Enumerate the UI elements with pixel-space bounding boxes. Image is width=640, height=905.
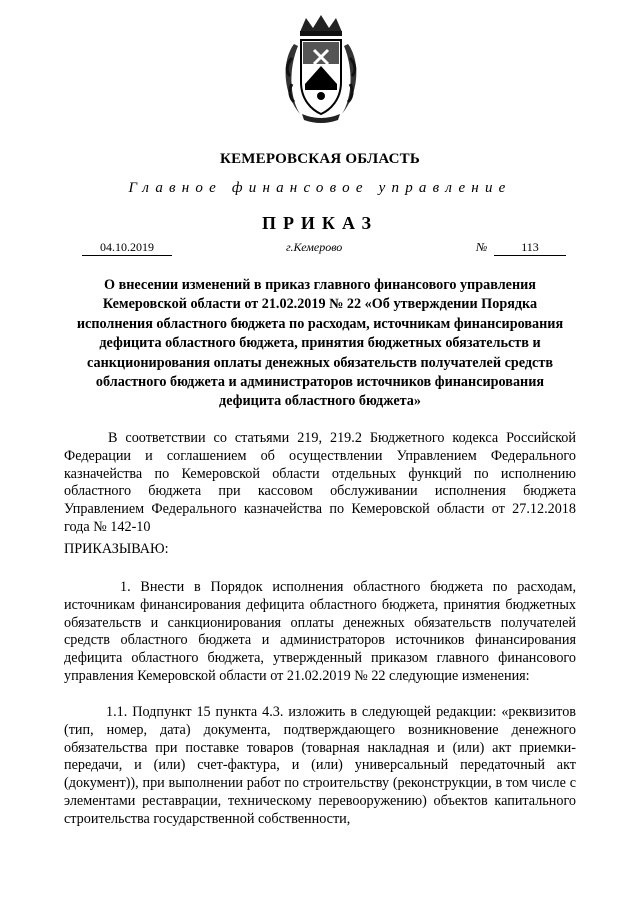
- coat-of-arms-emblem: [278, 14, 364, 124]
- document-number: 113: [494, 240, 566, 256]
- item-1-1-paragraph: 1.1. Подпункт 15 пункта 4.3. изложить в следующей редакции: «реквизитов (тип, номер, дата) документа, подтверждающего возникновение денежного обязательства при поставке товаров (товарная накладная и (или) акт приемки-передачи, и (или) счет-фактура, и (или) универсальный передаточный акт (документ)), при выполнении работ по строительству (реконструкции, в том числе с элементами реставрации, техническому перевооружению) объектов капитального строительства государственной собственности,: [64, 704, 576, 827]
- document-type: ПРИКАЗ: [261, 213, 379, 233]
- preamble-paragraph: В соответствии со статьями 219, 219.2 Бюджетного кодекса Российской Федерации и соглашением об осуществлении Управлением Федерального казначейства по Кемеровской области отдельных функций по исполнению областного бюджета при кассовом обслуживании исполнения бюджета Управлением Федерального казначейства по Кемеровской области от 27.12.2018 года № 142-10: [64, 430, 576, 535]
- number-label: №: [476, 240, 488, 254]
- order-word: ПРИКАЗЫВАЮ:: [64, 541, 169, 557]
- document-date: 04.10.2019: [82, 240, 172, 256]
- region-name: КЕМЕРОВСКАЯ ОБЛАСТЬ: [220, 151, 420, 167]
- department-name: Главное финансовое управление: [128, 180, 512, 196]
- document-city: г.Кемерово: [286, 240, 343, 254]
- document-title: О внесении изменений в приказ главного финансового управления Кемеровской области от 21.02.2019 № 22 «Об утверждении Порядка исполнения областного бюджета по расходам, источникам финансирования дефицита областного бюджета, принятия бюджетных обязательств и санкционирования оплаты денежных обязательств получателей средств областного бюджета и администраторов источников финансирования дефицита областного бюджета»: [76, 277, 564, 410]
- item-1-paragraph: 1. Внести в Порядок исполнения областного бюджета по расходам, источникам финансирования дефицита областного бюджета, принятия бюджетных обязательств и санкционирования оплаты денежных обязательств получателей средств областного бюджета и администраторов источников финансирования дефицита областного бюджета, утвержденный приказом главного финансового управления Кемеровской области от 21.02.2019 № 22 следующие изменения:: [64, 579, 576, 684]
